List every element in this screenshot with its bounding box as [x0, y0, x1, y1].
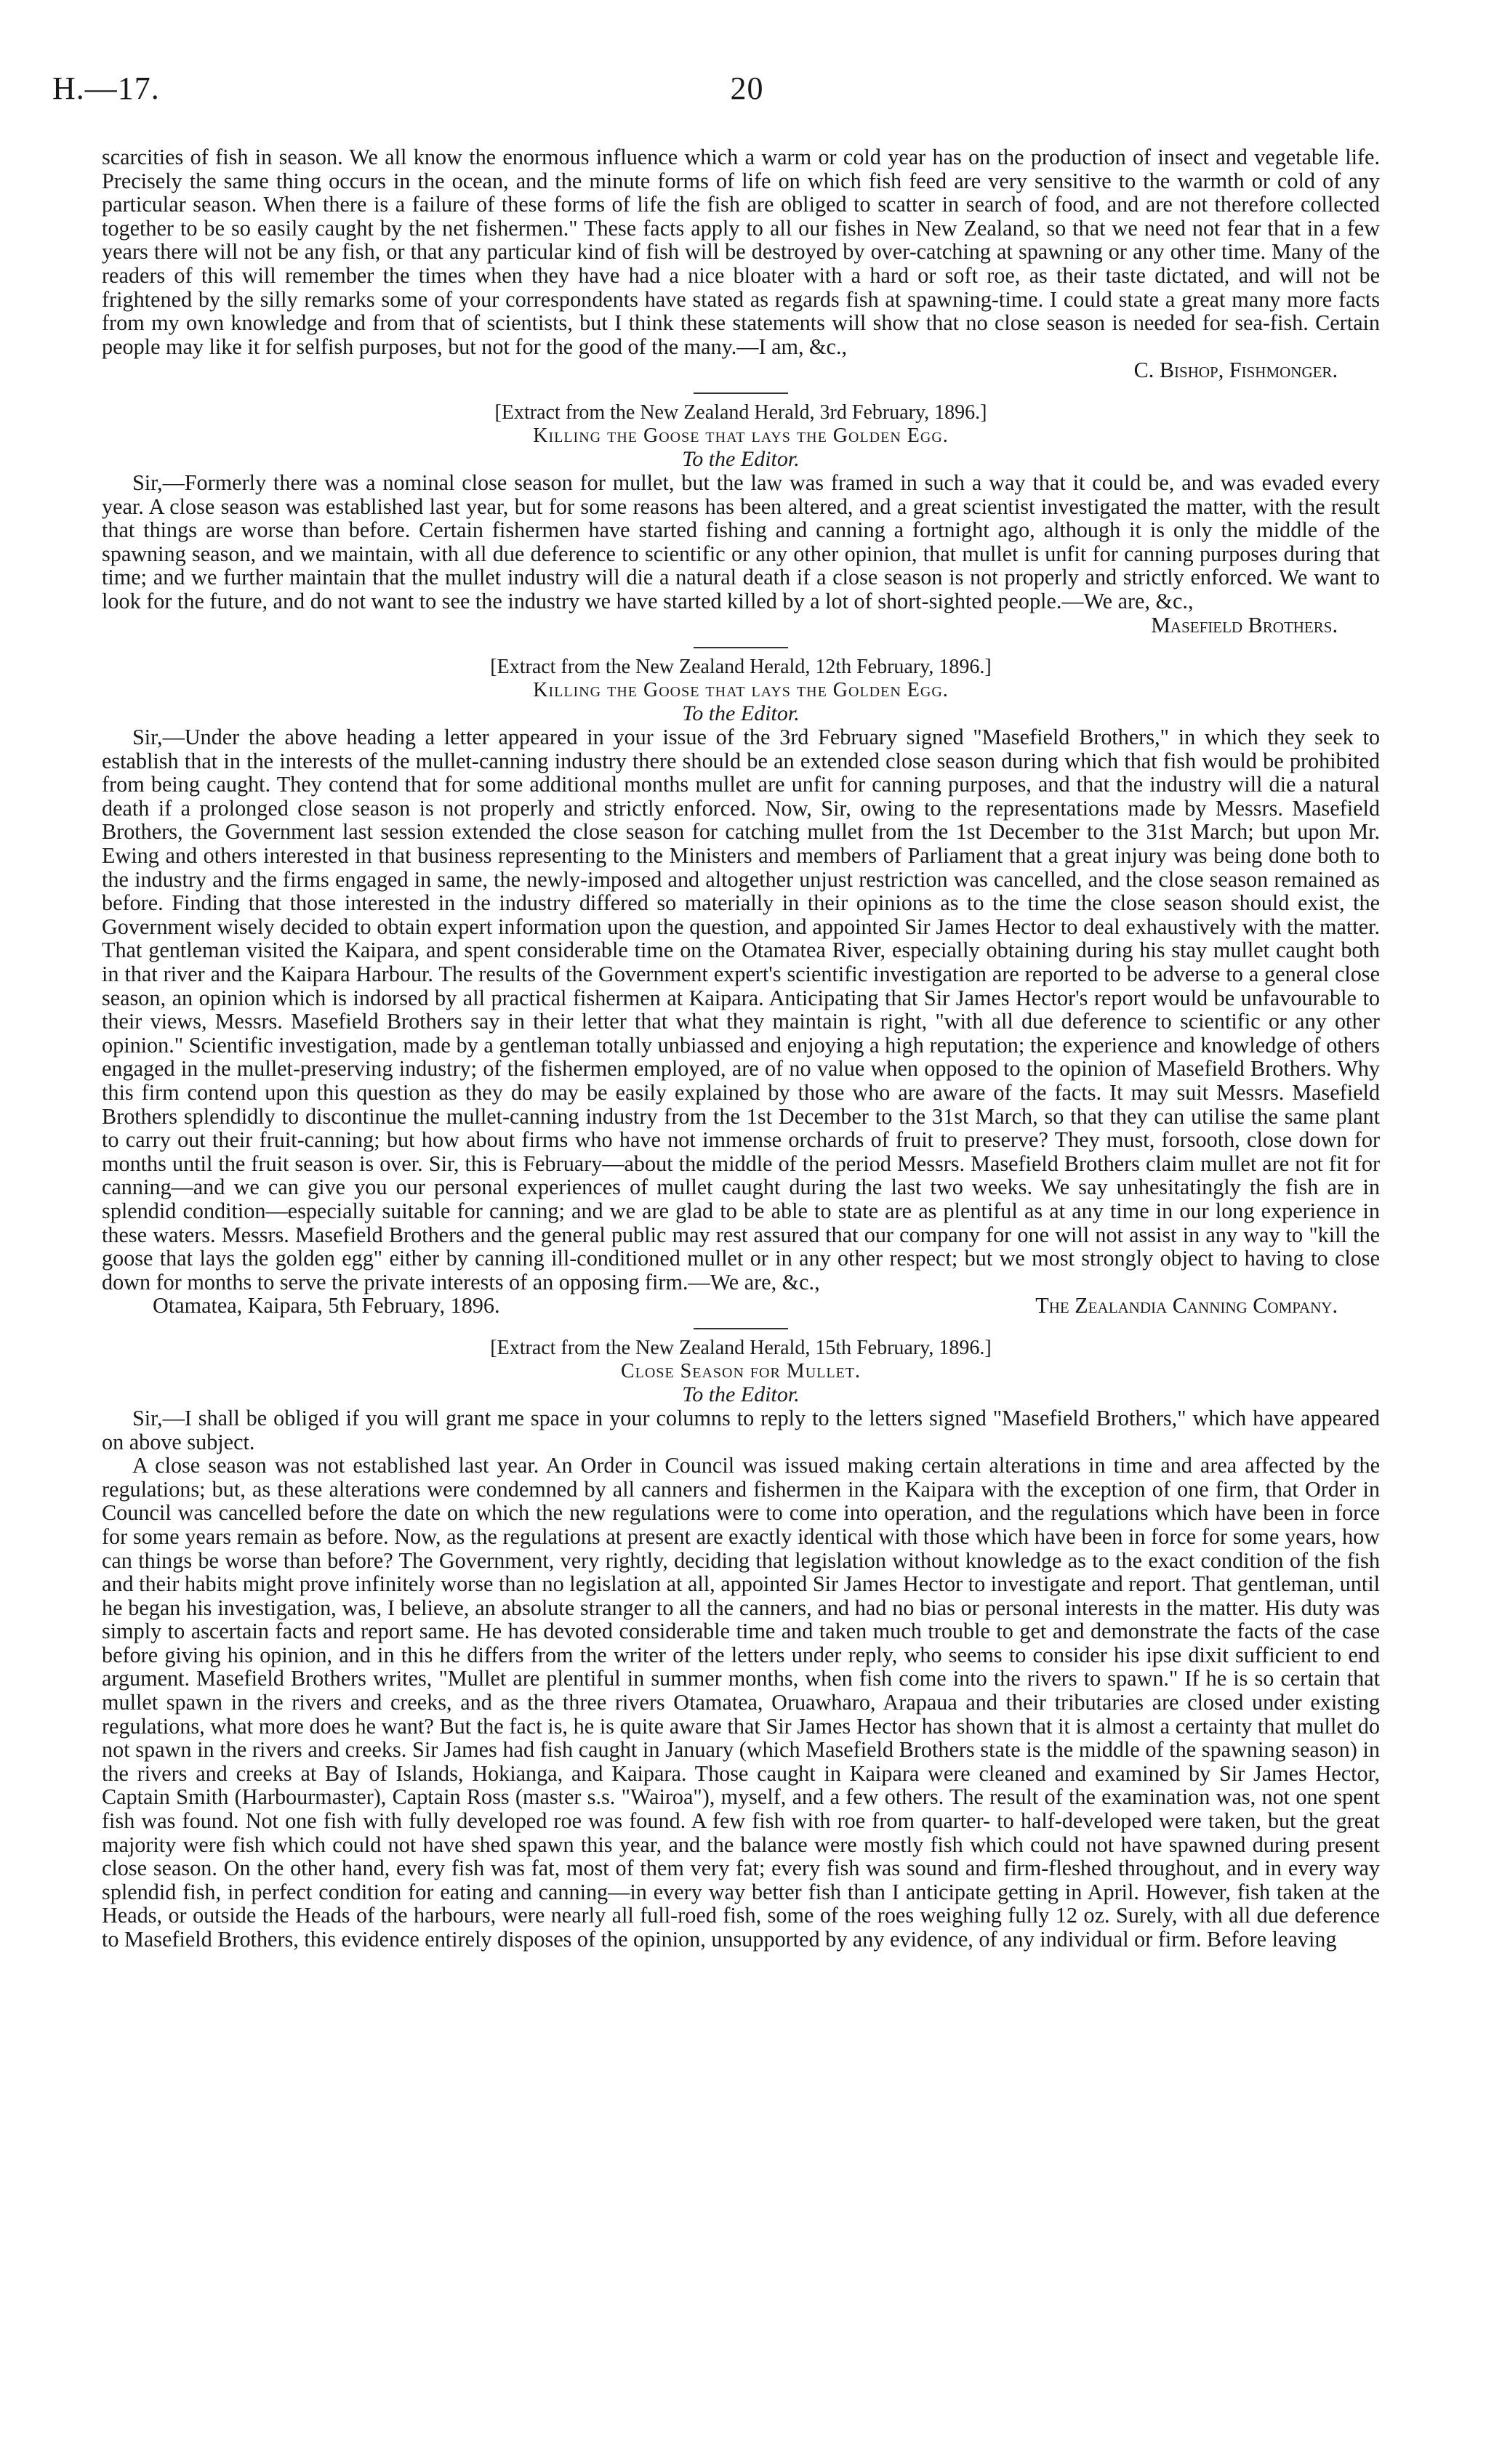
- document-reference: H.—17.: [52, 71, 160, 106]
- letter-body-3-para2: A close season was not established last year. An Order in Council was issued making certain alterations in time and area affected by the regulations; but, as these alterations were condemned by all canners and fishermen in the Kaipara with the exception of one firm, that Order in Council was cancelled before the date on which the new regulations were to come into operation, and the regulations which have been in force for some years remain as before. Now, as the regulations at present are exactly identical with those which have been in force for some years, how can things be worse than before? The Government, very rightly, deciding that legislation without knowledge as to the exact condition of the fish and their habits might prove infinitely worse than no legislation at all, appointed Sir James Hector to investigate and report. That gentleman, until he began his investigation, was, I believe, an absolute stranger to all the canners, and had no bias or personal interests in the matter. His duty was simply to ascertain facts and report same. He has devoted considerable time and taken much trouble to get and demonstrate the facts of the case before giving his opinion, and in this he differs from the writer of the letters under reply, who seems to consider his ipse dixit sufficient to end argument. Masefield Brothers writes, "Mullet are plentiful in summer months, when fish come into the rivers to spawn." If he is so certain that mullet spawn in the rivers and creeks, and as the three rivers Otamatea, Oruawharo, Arapaua and their tributaries are closed under existing regulations, what more does he want? But the fact is, he is quite aware that Sir James Hector has shown that it is almost a certainty that mullet do not spawn in the rivers and creeks. Sir James had fish caught in January (which Masefield Brothers state is the middle of the spawning season) in the rivers and creeks at Bay of Islands, Hokianga, and Kaipara. Those caught in Kaipara were cleaned and examined by Sir James Hector, Captain Smith (Harbourmaster), Captain Ross (master s.s. "Wairoa"), myself, and a few others. The result of the examination was, not one spent fish was found. Not one fish with fully developed roe was found. A few fish with roe from quarter- to half-developed were taken, but the great majority were fish which could not have shed spawn this year, and the balance were mostly fish which could not have spawned during present close season. On the other hand, every fish was fat, most of them very fat; every fish was sound and firm-fleshed throughout, and in every way splendid fish, in perfect condition for eating and canning—in every way better fish than I anticipate getting in April. However, fish taken at the Heads, or outside the Heads of the harbours, were nearly all full-roed fish, some of the roes weighing fully 12 oz. Surely, with all due deference to Masefield Brothers, this evidence entirely disposes of the opinion, unsupported by any evidence, of any individual or firm. Before leaving: [102, 1453, 1380, 1952]
- signature-zealandia: The Zealandia Canning Company.: [1035, 1293, 1338, 1318]
- extract-heading-2: [Extract from the New Zealand Herald, 12th February, 1896.]: [490, 656, 992, 679]
- page-number: 20: [730, 71, 764, 106]
- signature-masefield: Masefield Brothers.: [1151, 612, 1338, 637]
- salutation-3: To the Editor.: [682, 1382, 800, 1406]
- divider: [694, 1328, 788, 1329]
- divider: [694, 392, 788, 394]
- page-body: [102, 145, 1380, 1952]
- extract-heading-1: [Extract from the New Zealand Herald, 3rd February, 1896.]: [494, 400, 987, 424]
- letter-body-3-para1: Sir,—I shall be obliged if you will grant me space in your columns to reply to the letters signed "Masefield Brothers," which have appeared on above subject.: [102, 1405, 1380, 1454]
- extract-heading-3: [Extract from the New Zealand Herald, 15th February, 1896.]: [490, 1336, 992, 1359]
- divider: [694, 647, 788, 648]
- letter-title-2: Killing the Goose that lays the Golden Egg.: [533, 679, 949, 702]
- salutation-1: To the Editor.: [682, 446, 800, 471]
- place-date: Otamatea, Kaipara, 5th February, 1896.: [153, 1293, 500, 1318]
- salutation-2: To the Editor.: [682, 701, 800, 726]
- letter-title-1: Killing the Goose that lays the Golden Egg.: [533, 424, 949, 447]
- letter-title-3: Close Season for Mullet.: [620, 1359, 862, 1382]
- opening-paragraph: scarcities of fish in season. We all know the enormous influence which a warm or cold year has on the production of insect and vegetable life. Precisely the same thing occurs in the ocean, and the minute forms of life on which fish feed are very sensitive to the warmth or cold of any particular season. When there is a failure of these forms of life the fish are obliged to scatter in search of food, and are not therefore collected together to be so easily caught by the net fishermen." These facts apply to all our fishes in New Zealand, so that we need not fear that in a few years there will not be any fish, or that any particular kind of fish will be destroyed by over-catching at spawning or any other time. Many of the readers of this will remember the times when they have had a nice bloater with a hard or soft roe, as their taste dictated, and will not be frightened by the silly remarks some of your correspondents have stated as regards fish at spawning-time. I could state a great many more facts from my own knowledge and from that of scientists, but I think these statements will show that no close season is needed for sea-fish. Certain people may like it for selfish purposes, but not for the good of the many.—I am, &c.,: [102, 145, 1380, 359]
- letter-body-2: Sir,—Under the above heading a letter appeared in your issue of the 3rd February signed "Masefield Brothers," in which they seek to establish that in the interests of the mullet-canning industry there should be an extended close season during which that fish would be prohibited from being caught. They contend that for some additional months mullet are unfit for canning purposes, and that the industry will die a natural death if a prolonged close season is not properly and strictly enforced. Now, Sir, owing to the representations made by Messrs. Masefield Brothers, the Government last session extended the close season for catching mullet from the 1st December to the 31st March; but upon Mr. Ewing and others interested in that business representing to the Ministers and members of Parliament that a great injury was being done both to the industry and the firms engaged in same, the newly-imposed and altogether unjust restriction was cancelled, and the close season remained as before. Finding that those interested in the industry differed so materially in their opinions as to the time the close season should exist, the Government wisely decided to obtain expert information upon the question, and appointed Sir James Hector to deal exhaustively with the matter. That gentleman visited the Kaipara, and spent considerable time on the Otamatea River, especially obtaining during his stay mullet caught both in that river and the Kaipara Harbour. The results of the Government expert's scientific investigation are reported to be adverse to a general close season, an opinion which is indorsed by all practical fishermen at Kaipara. Anticipating that Sir James Hector's report would be unfavourable to their views, Messrs. Masefield Brothers say in their letter that what they maintain is right, "with all due deference to scientific or any other opinion." Scientific investigation, made by a gentleman totally unbiassed and enjoying a high reputation; the experience and knowledge of others engaged in the mullet-preserving industry; of the fishermen employed, are of no value when opposed to the opinion of Masefield Brothers. Why this firm contend upon this question as they do may be easily explained by those who are aware of the facts. It may suit Messrs. Masefield Brothers splendidly to discontinue the mullet-canning industry from the 1st December to the 31st March, so that they can utilise the same plant to carry out their fruit-canning; but how about firms who have not immense orchards of fruit to preserve? They must, forsooth, close down for months until the fruit season is over. Sir, this is February—about the middle of the period Messrs. Masefield Brothers claim mullet are not fit for canning—and we can give you our personal experiences of mullet caught during the last two weeks. We say unhesitatingly the fish are in splendid condition—especially suitable for canning; and we are glad to be able to state are as plentiful as at any time in our long experience in these waters. Messrs. Masefield Brothers and the general public may rest assured that our company for one will not assist in any way to "kill the goose that lays the golden egg" either by canning ill-conditioned mullet or in any other respect; but we most strongly object to having to close down for months to serve the private interests of an opposing firm.—We are, &c.,: [102, 725, 1380, 1295]
- dateline-2: [102, 1294, 1380, 1318]
- letter-body-1: Sir,—Formerly there was a nominal close season for mullet, but the law was framed in such a way that it could be, and was evaded every year. A close season was established last year, but for some reasons has been altered, and a great scientist investigated the matter, with the result that things are worse than before. Certain fishermen have started fishing and canning a fortnight ago, although it is only the middle of the spawning season, and we maintain, with all due deference to scientific or any other opinion, that mullet is unfit for canning purposes during that time; and we further maintain that the mullet industry will die a natural death if a close season is not properly and strictly enforced. We want to look for the future, and do not want to see the industry we have started killed by a lot of short-sighted people.—We are, &c.,: [102, 470, 1380, 613]
- signature-bishop: C. Bishop, Fishmonger.: [1133, 358, 1338, 383]
